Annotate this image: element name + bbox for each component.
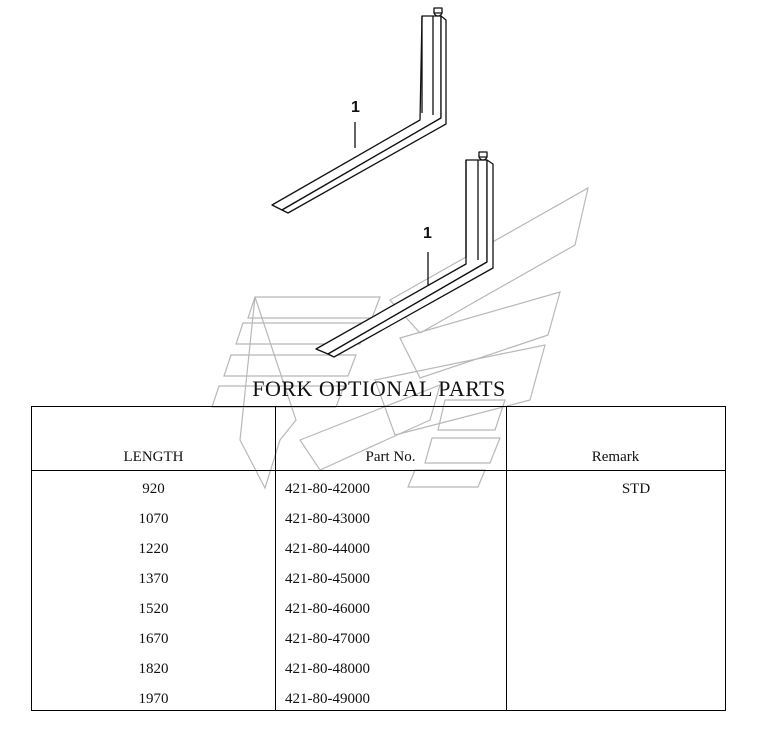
parts-table: [31, 406, 726, 711]
length-cell: 1670: [138, 631, 169, 647]
length-cell: 1370: [138, 571, 169, 587]
part-no-cell: 421-80-48000: [285, 661, 370, 677]
callout-lower-fork: 1: [423, 225, 432, 242]
length-cell: 1820: [138, 661, 169, 677]
header-divider: [32, 470, 725, 471]
callout-upper-fork: 1: [351, 99, 360, 116]
length-cell: 1520: [138, 601, 169, 617]
header-remark: Remark: [591, 449, 640, 465]
length-cell: 920: [142, 481, 165, 497]
remark-cell: STD: [621, 481, 651, 497]
page-title: FORK OPTIONAL PARTS: [252, 376, 506, 401]
part-no-cell: 421-80-44000: [285, 541, 370, 557]
length-cell: 1970: [138, 691, 169, 707]
part-no-cell: 421-80-47000: [285, 631, 370, 647]
header-part-no: Part No.: [365, 449, 416, 465]
length-cell: 1070: [138, 511, 169, 527]
part-no-cell: 421-80-43000: [285, 511, 370, 527]
part-no-cell: 421-80-42000: [285, 481, 370, 497]
part-no-cell: 421-80-45000: [285, 571, 370, 587]
header-length: LENGTH: [123, 449, 184, 465]
part-no-cell: 421-80-49000: [285, 691, 370, 707]
part-no-cell: 421-80-46000: [285, 601, 370, 617]
length-cell: 1220: [138, 541, 169, 557]
